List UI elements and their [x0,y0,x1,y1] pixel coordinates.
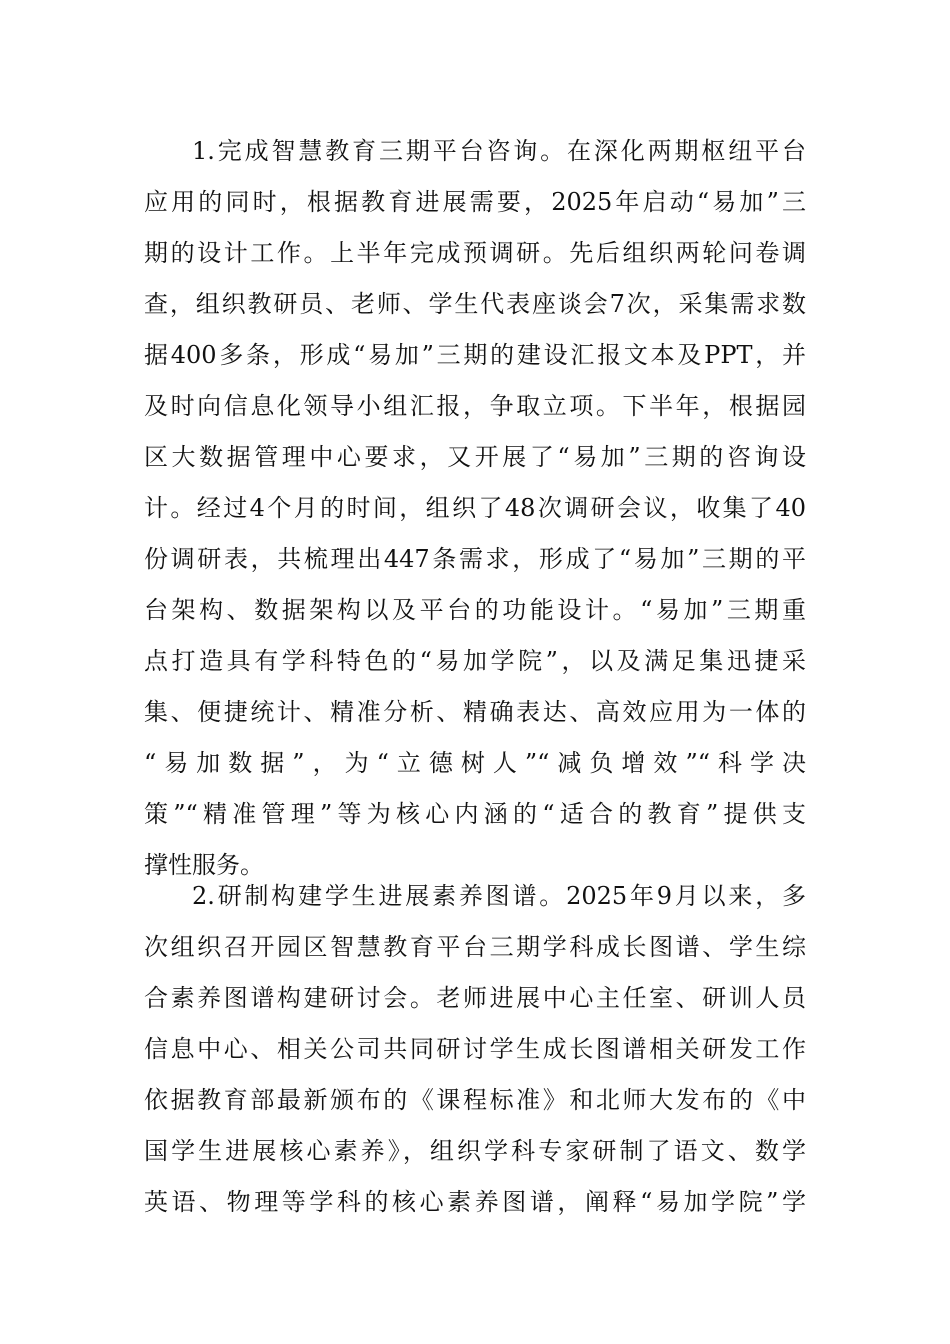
text-line: 撑性服务。 [144,851,264,879]
text-line: 国学生进展核心素养》，组织学科专家研制了语文、数学 [144,1137,806,1165]
text-line: 区大数据管理中心要求，又开展了“易加”三期的咨询设 [144,443,806,471]
text-line: 合素养图谱构建研讨会。老师进展中心主任室、研训人员 [144,984,806,1012]
text-line: 策”“精准管理”等为核心内涵的“适合的教育”提供支 [144,800,806,828]
text-line: “易加数据”，为“立德树人”“减负增效”“科学决 [144,749,806,777]
text-line: 信息中心、相关公司共同研讨学生成长图谱相关研发工作 [144,1035,806,1063]
text-line: 点打造具有学科特色的“易加学院”，以及满足集迅捷采 [144,647,806,675]
text-line: 2.研制构建学生进展素养图谱。2025年9月以来，多 [192,882,806,910]
text-line: 据400多条，形成“易加”三期的建设汇报文本及PPT，并 [144,341,806,369]
text-line: 1.完成智慧教育三期平台咨询。在深化两期枢纽平台 [192,137,806,165]
text-line: 及时向信息化领导小组汇报，争取立项。下半年，根据园 [144,392,806,420]
text-line: 期的设计工作。上半年完成预调研。先后组织两轮问卷调 [144,239,806,267]
text-line: 计。经过4个月的时间，组织了48次调研会议，收集了40 [144,494,806,522]
text-line: 依据教育部最新颁布的《课程标准》和北师大发布的《中 [144,1086,806,1114]
text-line: 应用的同时，根据教育进展需要，2025年启动“易加”三 [144,188,806,216]
text-line: 次组织召开园区智慧教育平台三期学科成长图谱、学生综 [144,933,806,961]
text-line: 英语、物理等学科的核心素养图谱，阐释“易加学院”学 [144,1188,806,1216]
text-line: 集、便捷统计、精准分析、精确表达、高效应用为一体的 [144,698,806,726]
text-line: 查，组织教研员、老师、学生代表座谈会7次，采集需求数 [144,290,806,318]
text-line: 台架构、数据架构以及平台的功能设计。“易加”三期重 [144,596,806,624]
text-line: 份调研表，共梳理出447条需求，形成了“易加”三期的平 [144,545,806,573]
